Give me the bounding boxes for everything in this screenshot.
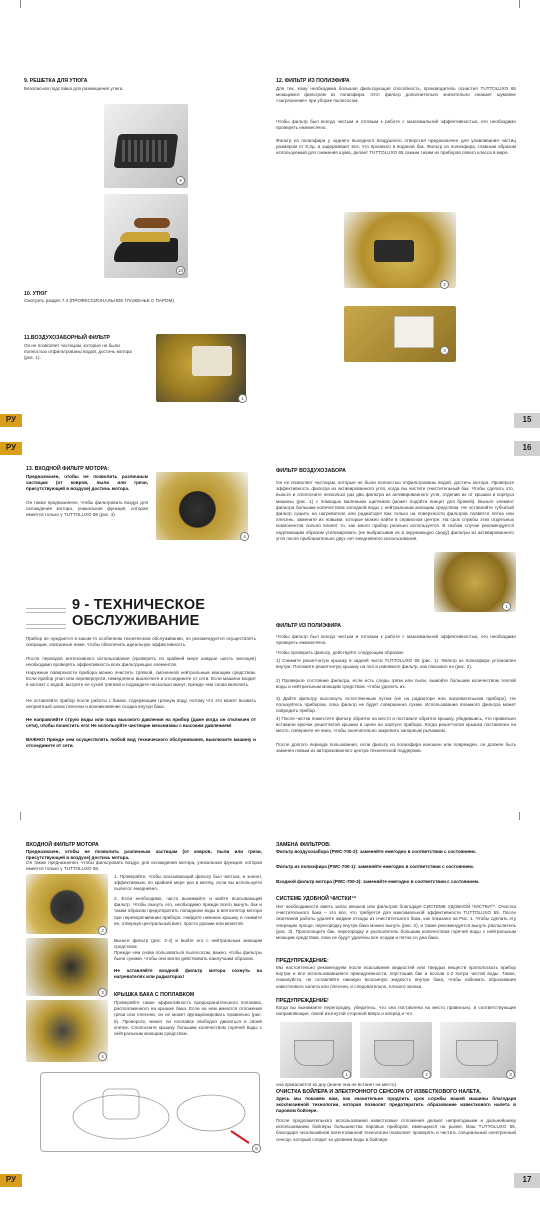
maintenance-paragraph: Прибор не нуждается в каком-то особенном техническом обслуживании, но рекомендуется осуществлять операции, описанные ниже, чтобы обеспечить идеальную эффективность. <box>26 636 256 648</box>
figure-number: 2 <box>98 926 107 935</box>
motor-filter-step: 1. Проверяйте, чтобы всасывающий фильтр был чистым, и значит, эффективным, по крайней мере раз в месяц, если вы используете пылесос ежедневно. <box>114 874 262 892</box>
polyester-filter-step: 1) Снимите решетчатую крышку в задней части TUTTOLUXO 65 (рис. 1). Фильтр из полиэфира установлен внутри. Положите решетчатую крышку на пол и извлеките фильтр, как показано на (рис. 2). <box>276 658 516 670</box>
iron-photo <box>104 194 188 278</box>
easy-clean-title: СИСТЕМЕ УДОБНОЙ ЧИСТКИ™ <box>276 896 357 902</box>
figure-number: 3 <box>506 1070 515 1079</box>
float-lid-text: Проверяйте также эффективность предохранительного поплавка, расположенного на крышке бака. Если на нем имеются отложения грязи или плесени, он не может функционировать правильно (рис. 5). Проверьте, может ли поплавок свободно двигаться в своей клетке. Сполосните крышку большим количеством горячей воды с нейтральным моющим средством. <box>114 1000 262 1036</box>
title-rule <box>26 612 66 613</box>
language-tab: РУ <box>0 414 22 427</box>
language-tab: РУ <box>0 442 22 455</box>
motor-filter-step: Выньте фильтр (рис. 2-4) и выйте его с нейтральным моющим средством. <box>114 938 262 950</box>
language-tab: РУ <box>0 1174 22 1187</box>
motor-filter-step-2-photo <box>26 938 108 996</box>
float-lid-title: КРЫШКА БАКА С ПОПЛАВКОМ <box>114 992 195 998</box>
crop-marks <box>0 0 540 10</box>
air-intake-filter-photo <box>156 334 246 402</box>
section-12-title: 12. ФИЛЬТР ИЗ ПОЛИЭФИРА <box>276 78 350 84</box>
section-13-title: 13. ВХОДНОЙ ФИЛЬТР МОТОРА: <box>26 466 110 472</box>
float-lid-diagram <box>40 1072 260 1152</box>
easy-clean-text: Нет необходимости иметь запас мешков или фильтров благодаря СИСТЕМЕ УДОБНОЙ ЧИСТКИ™. Очистка очистительного бака – это все, что требуется для максимальной эффективности TUTTOLUXO 65. После окончания работы удалите жидкие отходы из очистительного бака, как показано на Рис. 1. Чтобы сделать эту операцию проще, перегородку внутри бака можно вынуть (рис. 2), и также рекомендуется вынуть распылитель (рис. 3). Прополощите бак, перегородку и распылитель большим количеством горячей воды с нейтральным моющим средством, пока не будут удалены все осадки и пятна со дна бака. <box>276 904 516 940</box>
section-9-text: Безопасная подставка для размещения утюга. <box>24 86 124 91</box>
polyester-filter-step: 3) Дайте фильтру высохнуть естественным путем (не на радиаторе или нагревательном приборе). Не пользуйтесь прибором, пока фильтр не будет совершенно сухим. Использование влажного фильтра может повредить прибор. <box>276 696 516 714</box>
motor-filter-step: Прежде чем снова пользоваться пылесосом, важно, чтобы фильтры были сухими, чтобы они могли действовать наилучшим образом. <box>114 950 262 962</box>
boiler-cleaning-lead: Здесь мы покажем вам, как значительно продлить срок службы вашей машины благодаря эксклюзивной технологии, которая позволит предотвратить образование известкового налета в паровом бойлере. <box>276 1096 516 1114</box>
motor-filter-text: Он также предназначен, чтобы фильтровать воздух для охлаждения мотора, уникальная функция, которая имеется только у TUTTOLUXO 65. <box>26 860 262 872</box>
filter-replacement-item: Фильтр из полиэфира (PWC-700-1): заменяйте ежегодно в соответствии с состоянием. <box>276 864 475 869</box>
section-13-lead: Предназначен, чтобы не позволить различным частицам (от ковров, пыли или грязи, присутствующей в воздухе) достичь мотора. <box>26 474 148 492</box>
section-10-text: Смотреть раздел 7.4 (ПРОФЕССИОНАЛЬНОЕ ГЛАЖЕНЬЕ С ПАРОМ) <box>24 298 174 303</box>
figure-number: 4 <box>98 1052 107 1061</box>
figure-number: 2 <box>422 1070 431 1079</box>
polyester-filter-paragraph: Чтобы фильтр был всегда чистым и готовым к работе с максимальной эффективностью, его необходимо проверять ежемесячно. <box>276 634 516 646</box>
tank-diffuser-photo <box>440 1022 516 1078</box>
figure-number: 1 <box>502 602 511 611</box>
polyester-filter-title: ФИЛЬТР ИЗ ПОЛИЭФИРА <box>276 623 342 629</box>
title-rule <box>26 608 66 609</box>
main-title-line-2: ОБСЛУЖИВАНИЕ <box>72 613 200 629</box>
polyester-filter-step: 2) Проверьте состояние фильтра, если есть следы грязи или пыли, вымойте большим количеством теплой воды и нейтральным моющим средством, чтобы удалить их. <box>276 678 516 690</box>
float-lid-photo <box>26 1000 108 1062</box>
page-16 <box>0 438 540 808</box>
section-12-paragraph: Для тех, кому необходима большая фильтрующая способность, производитель оснастил TUTTOLUXO 65 моющимся фильтром из полиэфира. Этот фильтр дополнительно значительно снижает шумовое «загрязнение» при уборке пылесосом. <box>276 86 516 104</box>
figure-number: 9 <box>176 176 185 185</box>
figure-number: 1 <box>342 1070 351 1079</box>
warning-text-continued: она прикасается ко дну (иначе она не встанет на место). <box>276 1082 398 1087</box>
warning-text: Когда вы вынимаете перегородку, убедитесь, что она поставлена на место правильно, в соответствующие направляющие, своей изогнутой стороной вверх и вперед и что <box>276 1005 516 1017</box>
maintenance-paragraph: Не оставляйте прибор после работы с баком, содержащим грязную воду, потому что это может вызвать неприятный запах плесени и возникновение осадка внутри бака. <box>26 698 256 710</box>
motor-filter-step-1-photo <box>26 874 108 934</box>
figure-number: 2 <box>440 280 449 289</box>
page-number: 16 <box>514 441 540 456</box>
section-11-text: Он не позволяет частицам, которые не были полностью отфильтрованы водой, достичь мотора (рис. 1). <box>24 343 132 361</box>
page-number: 17 <box>514 1173 540 1188</box>
title-rule <box>26 624 66 625</box>
figure-number: 5 <box>252 1144 261 1153</box>
title-rule <box>26 628 66 629</box>
boiler-cleaning-text: После продолжительного использования известковые отложения делают непригодными и дальнейшему использованию бойлеры большинства паровых приборов, имеющихся на рынке. Ваш TUTTOLUXO 65, благодаря эксклюзивной патентованной технологии позволяет проверять и чистить специальный электронный сенсор, который следит за уровнем воды в бойлере. <box>276 1118 516 1142</box>
filter-replacement-item: Фильтр воздухозабора (PWC-700-2): заменяйте ежегодно в соответствии с состоянием. <box>276 849 477 854</box>
section-11-title: 11.ВОЗДУХОЗАБОРНЫЙ ФИЛЬТР <box>24 335 111 341</box>
motor-filter-warning: Не оставляйте входной фильтр мотора сохнуть на нагревателях или радиаторах! <box>114 968 262 980</box>
warning-text: Мы настоятельно рекомендуем после всасывания жидкостей или твердых веществ прополоскать прибор внутри и все использовавшиеся принадлежности, опустошив бак и всосав 1-2 литра чистой воды. Также, пожалуйста, не оставляйте никакую всосанную жидкость внутри бака, чтобы избежать образования известкового налета или плесени, и следовательно, плохого запаха. <box>276 965 516 989</box>
maintenance-paragraph: После периодов интенсивного использования (проверять по крайней мере каждые шесть месяцев) необходимо проверять эффективность всех фильтрующих элементов. <box>26 656 256 668</box>
page-number: 15 <box>514 413 540 428</box>
figure-number: 10 <box>176 266 185 275</box>
maintenance-warning: ВАЖНО! Прежде чем осуществлять любой вид технического обслуживания, выключите машину и отсоедините от сети. <box>26 737 256 749</box>
figure-number: 3 <box>98 988 107 997</box>
page-15 <box>0 0 540 430</box>
crop-marks <box>0 812 540 822</box>
air-filter-title: ФИЛЬТР ВОЗДУХОЗАБОРА <box>276 468 346 474</box>
filter-replacement-item: Входной фильтр мотора (PWC-700-3): заменяйте ежегодно в соответствии с состоянием. <box>276 879 480 884</box>
figure-number: 4 <box>240 532 249 541</box>
maintenance-paragraph: Наружные поверхности прибора можно очистить тряпкой, смоченной нейтральным моющим средством. Если прибор упал или перевернулся, немедленно выключите и отсоедините от сети. Если машина входит в контакт с водой, вытрите ее сухой тряпкой и подождите несколько минут, прежде чем снова включить. <box>26 670 256 688</box>
polyester-filter-removal-photo <box>344 306 456 362</box>
motor-filter-step: 2. Если необходимо, часто вынимайте и мойте всасывающий фильтр. Чтобы вынуть его, необходимо прежде всего вынуть бак и таким образом предотвратить попадание воды в вентилятор мотора при переворачивании прибора. Найдите нижнюю крышку и снимите ее, отвернув центральный винт, просто руками или монетой. <box>114 896 262 926</box>
float-lid-diagram-svg <box>41 1073 261 1153</box>
motor-filter-title: ВХОДНОЙ ФИЛЬТР МОТОРА <box>26 842 99 848</box>
tank-emptying-photo <box>280 1022 352 1078</box>
section-13-text: Он также предназначен, чтобы фильтровать воздух для охлаждения мотора, уникальная функция, которая имеется только у TUTTOLUXO 65 (рис. 3). <box>26 500 148 518</box>
polyester-filter-paragraph: После долгого периода пользования, если фильтр из полиэфира изношен или поврежден, он должен быть заменен новым из авторизованного центра технической поддержки. <box>276 742 516 754</box>
section-10-title: 10. УТЮГ <box>24 291 48 297</box>
air-filter-text: Он не позволяет частицам, которые не были полностью отфильтрованы водой, достичь мотора. Проверьте эффективность фильтра из активированного угля, когда вы чистите очистительный бак. Чтобы сделать это, выньте и сполосните несколько раз два фильтра из активированного угля, отделив их от крышки и корпуса машины (рис. 1) с помощью маленьких щипчиков (может подойти пинцет для бровей). Выньте элемент фильтра большим количеством холодной воды с нейтральным моющим средством. Не оставляйте губчатый фильтр сушить на нагревателе или радиаторе! Как только на поверхности фильтров появятся пятна или плесень, замените их новыми, которые можно найти в сервисном центре. На срок службы этих отдельных компонентов сильно влияет то, как много прибор реально используется. В любом случае рекомендуется надлежащим образом утилизировать (не выбрасывая их в окружающую среду) фильтры из активированного угля после приблизительно двух лет ежедневного использования. <box>276 480 514 541</box>
figure-number: 1 <box>238 394 247 403</box>
tank-partition-photo <box>360 1022 432 1078</box>
figure-number: 3 <box>440 346 449 355</box>
section-9-title: 9. РЕШЕТКА ДЛЯ УТЮГА <box>24 78 88 84</box>
motor-filter-lead: Предназначен, чтобы не позволить различным частицам (от ковров, пыли или грязи, присутствующей в воздухе) достичь мотора. <box>26 849 262 861</box>
polyester-filter-step: 4) После чистки поместите фильтр обратно на место и поставьте обратно крышку, убедившись, что правильно вставили крючки решетчатой крышки в щели на корпусе прибора. Когда решетчатая крышка поставлена на место, поверните ее вниз, чтобы окончательно закрепить запорным рычажком. <box>276 716 516 734</box>
section-12-paragraph: Чтобы фильтр был всегда чистым и готовым к работе с максимальной эффективностью, его необходимо проверять ежемесячно. <box>276 119 516 131</box>
filter-replacement-title: ЗАМЕНА ФИЛЬТРОВ: <box>276 842 331 848</box>
polyester-filter-paragraph: Чтобы проверить фильтр, действуйте следующим образом: <box>276 650 404 655</box>
warning-title: ПРЕДУПРЕЖДЕНИЕ! <box>276 998 329 1004</box>
polyester-filter-cover-photo <box>344 212 456 288</box>
warning-title: ПРЕДУПРЕЖДЕНИЕ: <box>276 958 329 964</box>
boiler-cleaning-title: ОЧИСТКА БОЙЛЕРА И ЭЛЕКТРОННОГО СЕНСОРА ОТ ИЗВЕСТКОВОГО НАЛЕТА. <box>276 1089 482 1095</box>
iron-rest-photo <box>104 104 188 188</box>
page-17 <box>0 812 540 1206</box>
section-12-paragraph: Фильтр из полиэфира у заднего выходного воздушного отверстия предназначен для улавливания частиц размером от 0,3μ, и задерживает все, что проникло в водяной бак. Фильтр из полиэфира, главным образом используемый для снижения шума, делает TUTTOLUXO 65 самым тихим из приборов своего класса в мире. <box>276 138 516 156</box>
maintenance-warning: Не направляйте струю воды или пара высокого давления на прибор (даже когда он отключен от сети), чтобы почистить его! Не используйте чистящие механизмы с высоким давлением! <box>26 717 256 729</box>
motor-filter-photo <box>156 472 248 540</box>
main-title-line-1: 9 - ТЕХНИЧЕСКОЕ <box>72 597 206 613</box>
